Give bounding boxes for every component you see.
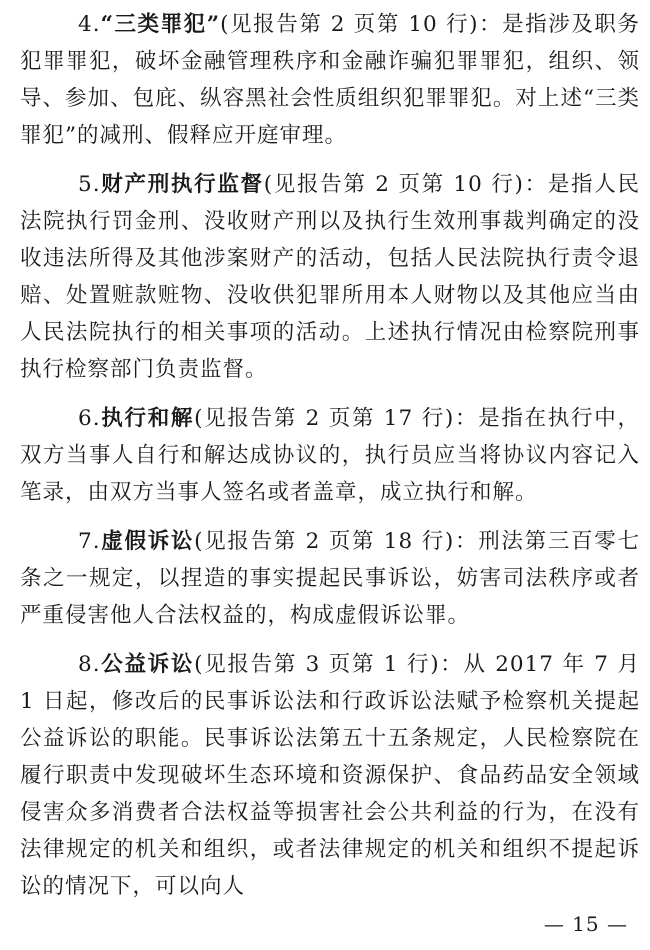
entry-term: 财产刑执行监督 [100,172,264,197]
glossary-entry-4 [20,6,640,154]
entry-reference: (见报告第 2 页第 10 行)： [263,172,548,197]
entry-number: 5. [78,172,101,197]
glossary-entry-5 [20,166,640,388]
entry-term: 执行和解 [100,406,195,431]
entry-term: 虚假诉讼 [100,529,195,554]
entry-term: 公益诉讼 [100,652,195,677]
glossary-entry-6 [20,400,640,511]
entry-reference: (见报告第 2 页第 10 行)： [220,12,503,37]
entry-number: 7. [78,529,101,554]
entry-number: 8. [78,652,101,677]
page-number: — 15 — [543,912,628,936]
entry-body: 从 2017 年 7 月 1 日起，修改后的民事诉讼法和行政诉讼法赋予检察机关提起公益诉讼的职能。民事诉讼法第五十五条规定，人民检察院在履行职责中发现破坏生态环境和资源保护、食品药品安全领域侵害众多消费者合法权益等损害社会公共利益的行为，在没有法律规定的机关和组织，或者法律规定的机关和组织不提起诉讼的情况下，可以向人 [20,652,640,899]
entry-reference: (见报告第 2 页第 17 行)： [194,406,479,431]
glossary-page [20,6,640,917]
entry-body: 刑法第三百零七条之一规定，以捏造的事实提起民事诉讼，妨害司法秩序或者严重侵害他人合法权益的，构成虚假诉讼罪。 [20,529,640,628]
glossary-entry-8 [20,646,640,905]
glossary-entry-7 [20,523,640,634]
entry-reference: (见报告第 2 页第 18 行)： [194,529,479,554]
entry-number: 4. [78,12,101,37]
entry-term: “三类罪犯” [100,12,221,37]
entry-body: 是指在执行中，双方当事人自行和解达成协议的，执行员应当将协议内容记入笔录，由双方当事人签名或者盖章，成立执行和解。 [20,406,640,505]
entry-body: 是指涉及职务犯罪罪犯，破坏金融管理秩序和金融诈骗犯罪罪犯，组织、领导、参加、包庇、纵容黑社会性质组织犯罪罪犯。对上述“三类罪犯”的减刑、假释应开庭审理。 [20,12,640,148]
entry-reference: (见报告第 3 页第 1 行)： [194,652,464,677]
entry-body: 是指人民法院执行罚金刑、没收财产刑以及执行生效刑事裁判确定的没收违法所得及其他涉案财产的活动，包括人民法院执行责令退赔、处置赃款赃物、没收供犯罪所用本人财物以及其他应当由人民法院执行的相关事项的活动。上述执行情况由检察院刑事执行检察部门负责监督。 [20,172,640,382]
entry-number: 6. [78,406,101,431]
